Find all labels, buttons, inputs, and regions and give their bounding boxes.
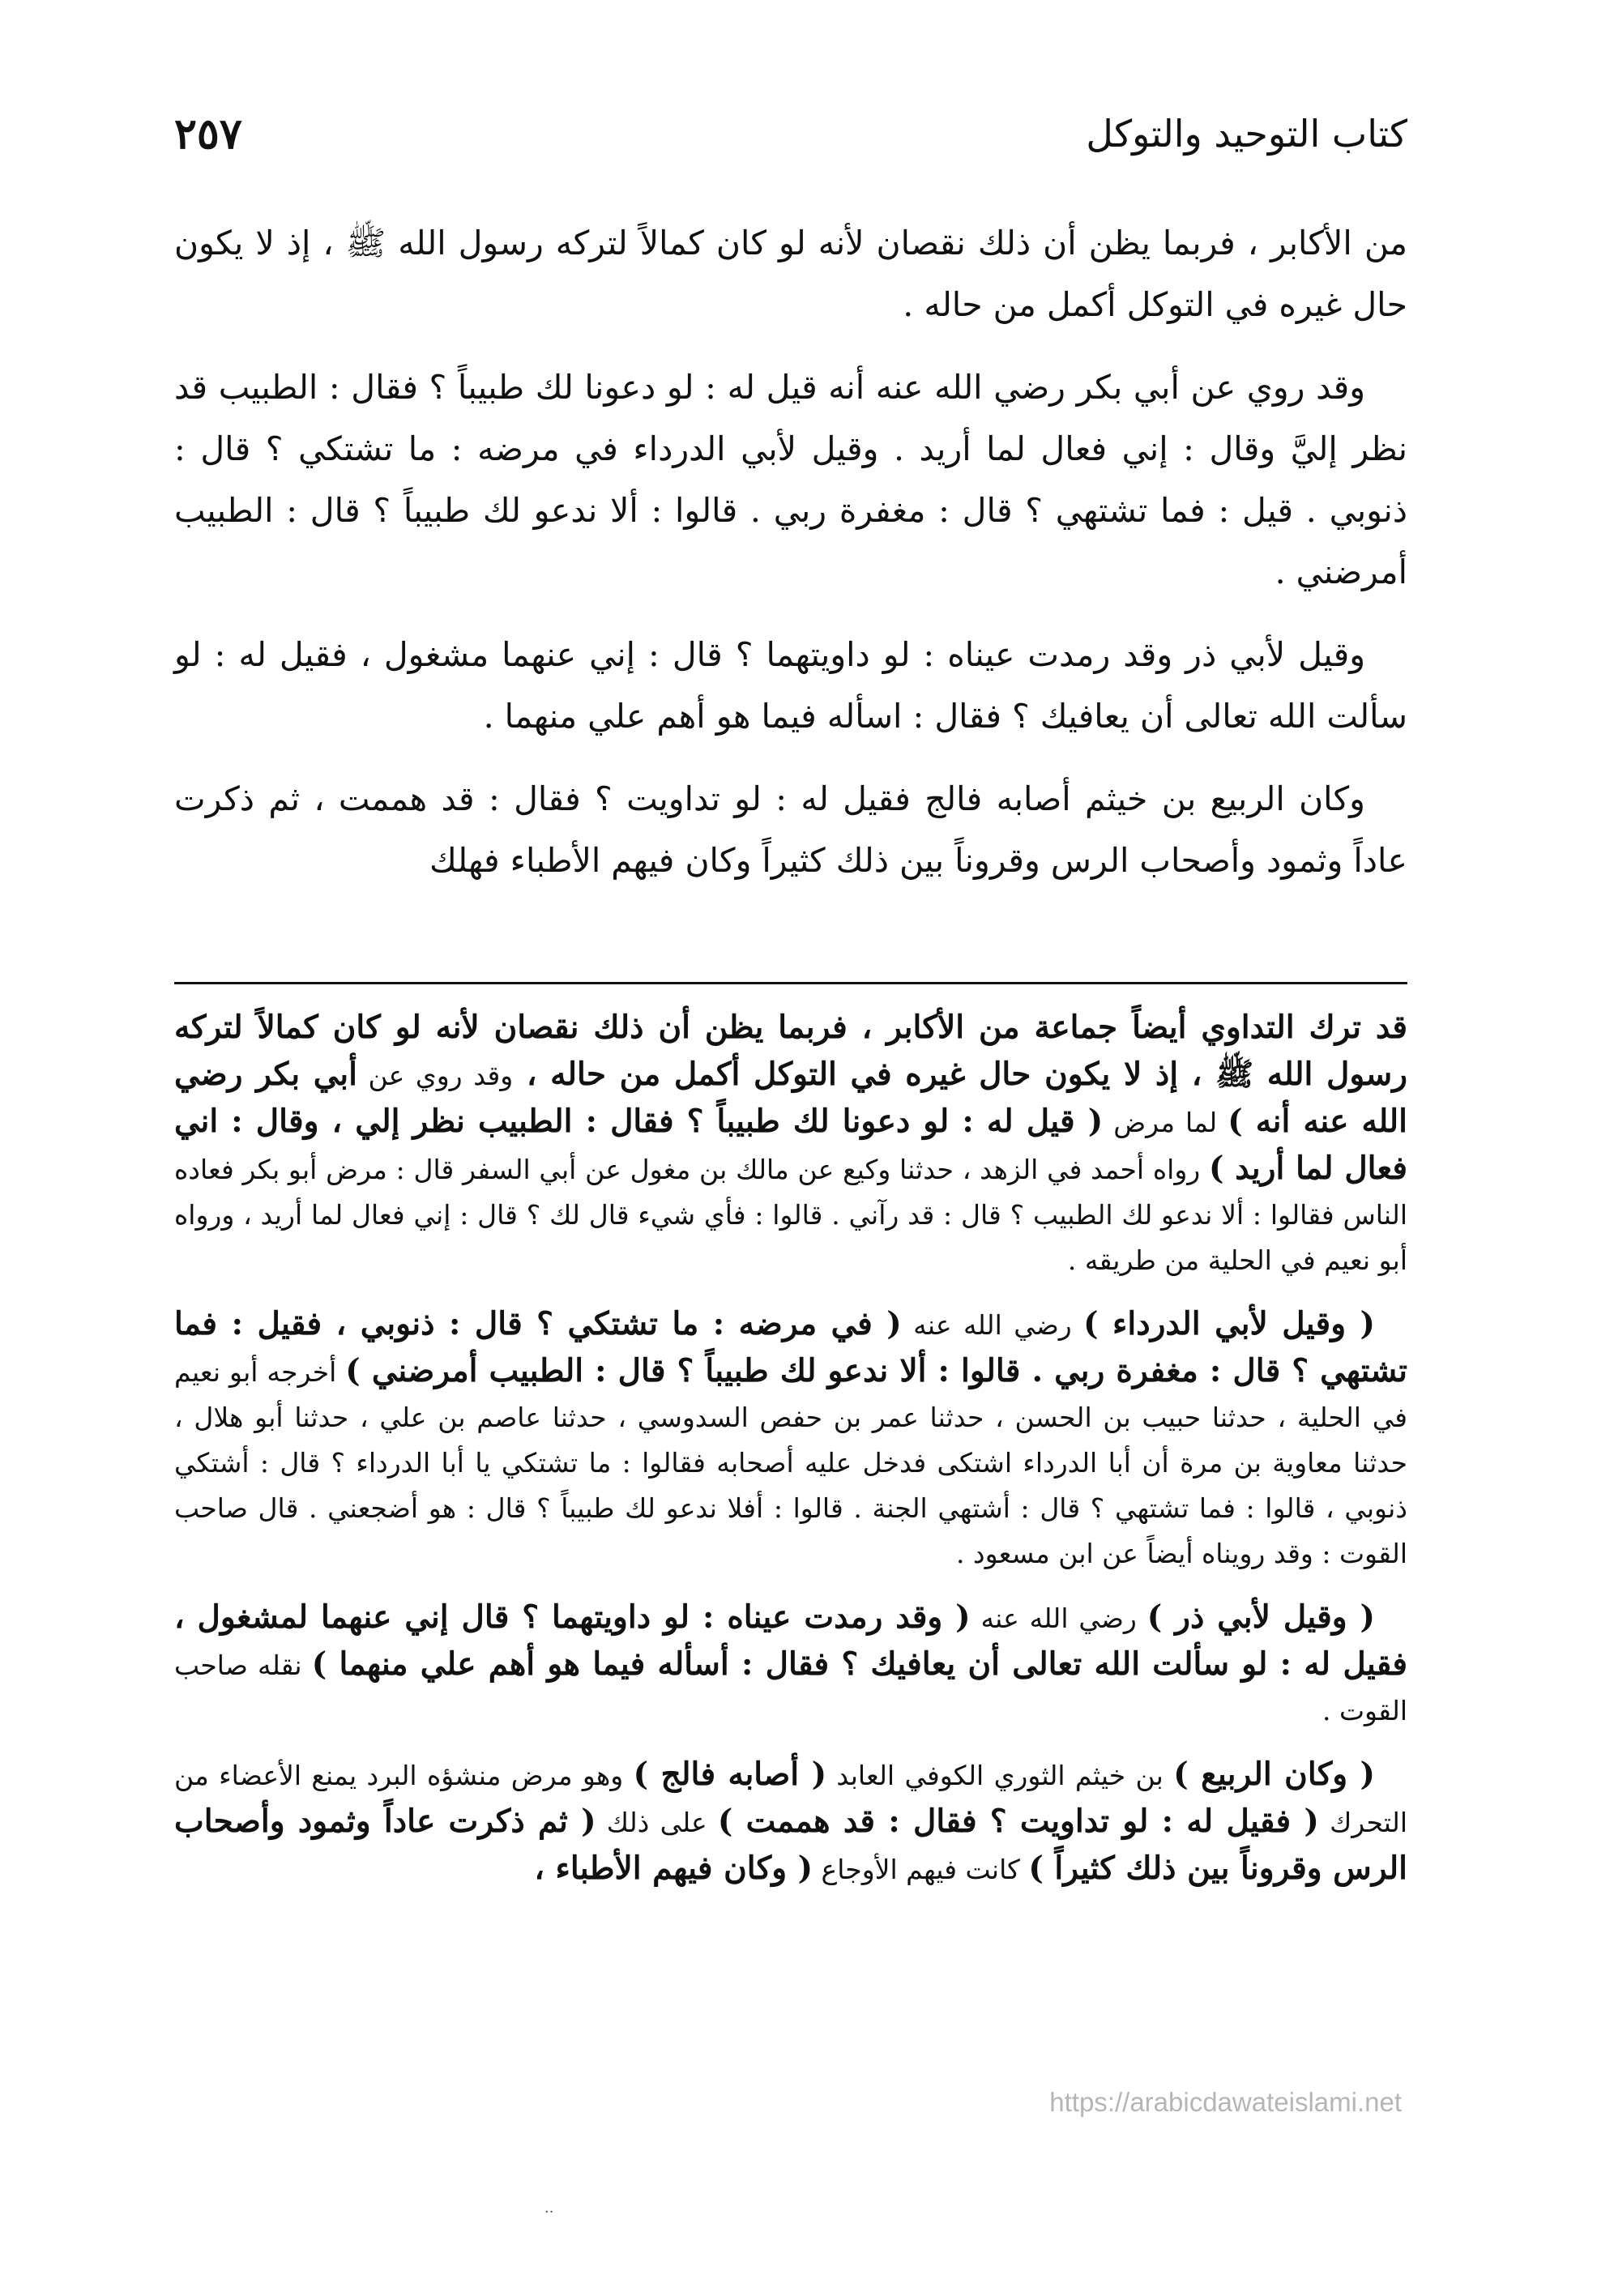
commentary-quote: قد ترك التداوي أيضاً جماعة من الأكابر ، فربما يظن أن ذلك نقصان لأنه لو كان كمالاً لتركه رسول الله ﷺ ، إذ لا يكون حال غيره في التوكل أكمل من حاله ، [174, 1009, 1407, 1093]
commentary-text: نقله صاحب القوت . [174, 1649, 1407, 1726]
commentary-text: رضي الله عنه [970, 1603, 1147, 1634]
commentary-paragraph [174, 1301, 1407, 1577]
commentary-text: رضي الله عنه [901, 1309, 1084, 1341]
page-number: ٢٥٧ [174, 109, 242, 159]
commentary [174, 1005, 1407, 1910]
commentary-quote: ( وقيل لأبي ذر ) [1146, 1598, 1376, 1636]
commentary-text: على ذلك [596, 1807, 718, 1838]
commentary-text: أخرجه أبو نعيم في الحلية ، حدثنا حبيب بن الحسن ، حدثنا عمر بن حفص السدوسي ، حدثنا عاصم بن علي ، حدثنا أبو هلال ، حدثنا معاوية بن مرة أن أبا الدرداء اشتكى فدخل عليه أصحابه فقالوا : ما تشتكي يا أبا الدرداء ؟ قال : أشتكي ذنوبي ، قالوا : فما تشتهي ؟ قال : أشتهي الجنة . قالوا : أفلا ندعو لك طبيباً ؟ قال : هو أضجعني . قال صاحب القوت : وقد رويناه أيضاً عن ابن مسعود . [174, 1356, 1407, 1569]
commentary-paragraph [174, 1594, 1407, 1734]
commentary-quote: ( وكان الربيع ) [1173, 1756, 1375, 1793]
commentary-quote: ( وقيل لأبي الدرداء ) [1083, 1305, 1375, 1342]
commentary-text: رواه أحمد في الزهد ، حدثنا وكيع عن مالك بن مغول عن أبي السفر قال : مرض أبو بكر فعاده الناس فقالوا : ألا ندعو لك الطبيب ؟ قال : قد رآني . قالوا : فأي شيء قال لك ؟ قال : إني فعال لما أريد ، ورواه أبو نعيم في الحلية من طريقه . [174, 1154, 1407, 1276]
running-title: كتاب التوحيد والتوكل [1086, 112, 1407, 156]
commentary-quote: ( في مرضه : ما تشتكي ؟ قال : ذنوبي ، فقيل : فما تشتهي ؟ قال : مغفرة ربي . قالوا : ألا ندعو لك طبيباً ؟ قال : الطبيب أمرضني ) [174, 1305, 1408, 1389]
main-text [174, 212, 1407, 912]
commentary-text: بن خيثم الثوري الكوفي العابد [826, 1760, 1174, 1791]
commentary-quote: أبي بكر رضي الله عنه أنه ) [174, 1056, 1408, 1140]
commentary-text: وقد روي عن [357, 1060, 514, 1091]
commentary-quote: ( أصابه فالج ) [633, 1756, 827, 1793]
print-mark: ·· [544, 2204, 554, 2221]
commentary-text: كانت فيهم الأوجاع [813, 1854, 1029, 1885]
main-paragraph: وقد روي عن أبي بكر رضي الله عنه أنه قيل له : لو دعونا لك طبيباً ؟ فقال : الطبيب قد نظر إليَّ وقال : إني فعال لما أريد . وقيل لأبي الدرداء في مرضه : ما تشتكي ؟ قال : ذنوبي . قيل : فما تشتهي ؟ قال : مغفرة ربي . قالوا : ألا ندعو لك طبيباً ؟ قال : الطبيب أمرضني . [174, 368, 1407, 591]
main-paragraph: وقيل لأبي ذر وقد رمدت عيناه : لو داويتهما ؟ قال : إني عنهما مشغول ، فقيل له : لو سألت الله تعالى أن يعافيك ؟ فقال : اسأله فيما هو أهم علي منهما . [174, 635, 1407, 736]
watermark-url: https://arabicdawateislami.net [1049, 2087, 1402, 2117]
commentary-paragraph [174, 1752, 1407, 1893]
separator-line [174, 982, 1407, 984]
commentary-text: وهو مرض منشؤه البرد يمنع الأعضاء من التحرك [174, 1760, 1407, 1838]
commentary-quote: ( ثم ذكرت عاداً وثمود وأصحاب الرس وقروناً بين ذلك كثيراً ) [174, 1803, 1407, 1887]
main-paragraph: وكان الربيع بن خيثم أصابه فالج فقيل له : لو تداويت ؟ فقال : قد هممت ، ثم ذكرت عاداً وثمود وأصحاب الرس وقروناً بين ذلك كثيراً وكان فيهم الأطباء فهلك [174, 779, 1407, 880]
commentary-quote: ( قيل له : لو دعونا لك طبيباً ؟ فقال : الطبيب نظر إلي ، وقال : اني فعال لما أريد ) [174, 1103, 1407, 1187]
commentary-text: لما مرض [1103, 1107, 1228, 1138]
commentary-quote: ( فقيل له : لو تداويت ؟ فقال : قد هممت ) [717, 1803, 1319, 1840]
page-header [174, 97, 1407, 170]
commentary-quote: ( وكان فيهم الأطباء ، [534, 1850, 813, 1887]
main-paragraph: من الأكابر ، فربما يظن أن ذلك نقصان لأنه لو كان كمالاً لتركه رسول الله ﷺ ، إذ لا يكون حال غيره في التوكل أكمل من حاله . [174, 224, 1407, 324]
commentary-paragraph [174, 1005, 1407, 1283]
commentary-quote: ( وقد رمدت عيناه : لو داويتهما ؟ قال إني عنهما لمشغول ، فقيل له : لو سألت الله تعالى أن يعافيك ؟ فقال : أسأله فيما هو أهم علي منهما ) [174, 1598, 1408, 1683]
